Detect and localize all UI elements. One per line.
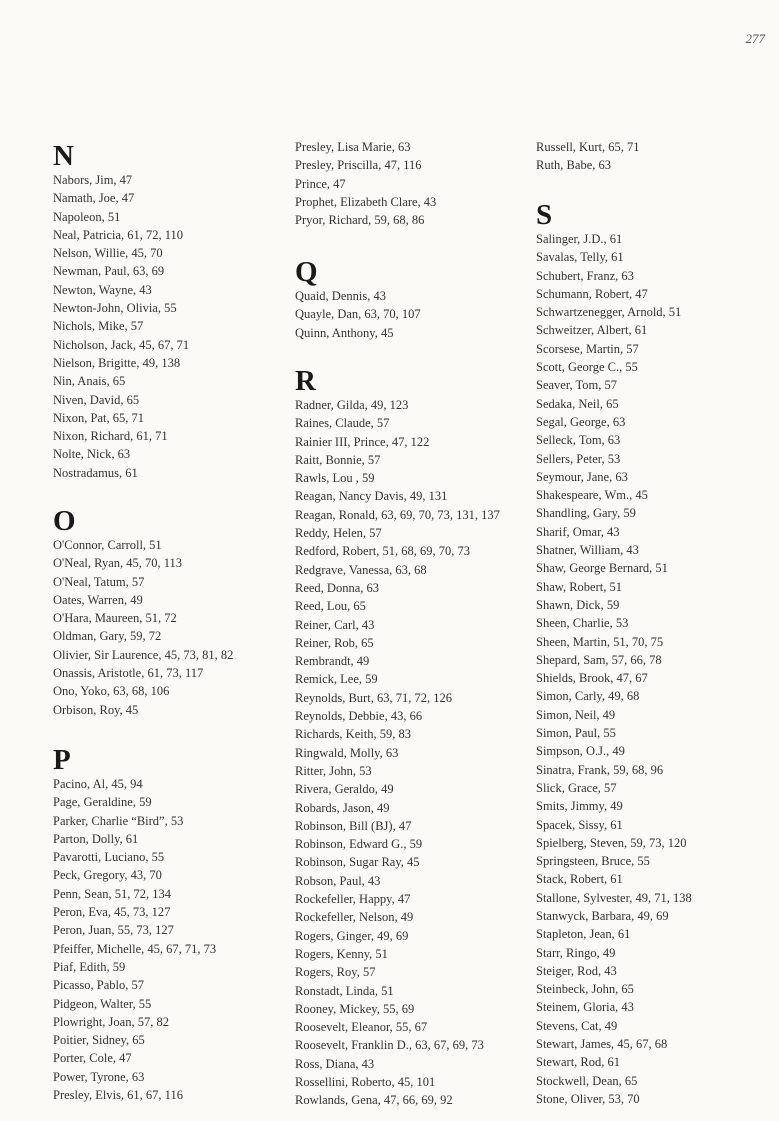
index-entry: Roosevelt, Franklin D., 63, 67, 69, 73 <box>295 1038 484 1053</box>
index-entry: Plowright, Joan, 57, 82 <box>53 1014 169 1029</box>
index-entry: Reed, Donna, 63 <box>295 580 380 595</box>
index-entry: Pidgeon, Walter, 55 <box>53 996 152 1011</box>
index-entry: Reiner, Carl, 43 <box>295 617 375 632</box>
index-entry: Nixon, Pat, 65, 71 <box>53 410 144 425</box>
section-letter: Q <box>295 256 318 288</box>
index-entry: Olivier, Sir Laurence, 45, 73, 81, 82 <box>53 647 234 662</box>
index-entry: Parker, Charlie “Bird”, 53 <box>53 813 184 828</box>
index-entry: Quayle, Dan, 63, 70, 107 <box>295 307 421 322</box>
index-entry: Newton, Wayne, 43 <box>53 282 152 297</box>
section-n <box>53 141 293 482</box>
index-entry: Peron, Eva, 45, 73, 127 <box>53 905 171 920</box>
index-entry: Presley, Priscilla, 47, 116 <box>295 158 422 173</box>
index-entry: Salinger, J.D., 61 <box>536 232 623 246</box>
index-entry: Ronstadt, Linda, 51 <box>295 983 394 998</box>
index-entry: Sedaka, Neil, 65 <box>536 396 619 411</box>
index-entry: Raitt, Bonnie, 57 <box>295 452 381 467</box>
section-p-continued <box>295 138 525 229</box>
index-entry: Rivera, Geraldo, 49 <box>295 782 394 797</box>
index-entry: Schweitzer, Albert, 61 <box>536 323 648 338</box>
index-entry: Stewart, James, 45, 67, 68 <box>536 1037 668 1052</box>
section-r-continued <box>536 138 766 175</box>
index-entry: O'Connor, Carroll, 51 <box>53 538 162 552</box>
section-letter: N <box>53 140 74 172</box>
index-entry: Robinson, Bill (BJ), 47 <box>295 818 412 833</box>
entry-list <box>53 171 293 482</box>
index-entry: Niven, David, 65 <box>53 392 140 407</box>
index-entry: Slick, Grace, 57 <box>536 780 617 795</box>
index-entry: Nin, Anais, 65 <box>53 374 126 389</box>
section-r <box>295 366 525 1110</box>
index-entry: Piaf, Edith, 59 <box>53 959 126 974</box>
index-entry: Remick, Lee, 59 <box>295 672 378 687</box>
index-entry: Penn, Sean, 51, 72, 134 <box>53 886 172 901</box>
index-entry: Sharif, Omar, 43 <box>536 524 620 539</box>
index-entry: Sellers, Peter, 53 <box>536 451 621 466</box>
index-entry: Reynolds, Debbie, 43, 66 <box>295 709 423 724</box>
index-entry: Pacino, Al, 45, 94 <box>53 777 143 791</box>
index-entry: Picasso, Pablo, 57 <box>53 978 144 993</box>
index-entry: Peck, Gregory, 43, 70 <box>53 868 162 883</box>
index-entry: Nelson, Willie, 45, 70 <box>53 246 163 261</box>
section-letter: O <box>53 505 76 537</box>
page-number: 277 <box>745 31 765 46</box>
entry-list <box>295 138 525 229</box>
index-entry: Oates, Warren, 49 <box>53 592 143 607</box>
index-entry: Shaw, George Bernard, 51 <box>536 561 668 576</box>
index-entry: Nolte, Nick, 63 <box>53 447 131 462</box>
index-entry: Pryor, Richard, 59, 68, 86 <box>295 213 425 228</box>
index-entry: Rockefeller, Happy, 47 <box>295 892 411 907</box>
index-entry: Segal, George, 63 <box>536 414 626 429</box>
index-entry: Shatner, William, 43 <box>536 543 639 558</box>
index-entry: Neal, Patricia, 61, 72, 110 <box>53 227 184 242</box>
index-entry: Stallone, Sylvester, 49, 71, 138 <box>536 890 692 905</box>
index-entry: Scorsese, Martin, 57 <box>536 341 639 356</box>
index-entry: Reddy, Helen, 57 <box>295 526 382 541</box>
index-entry: Russell, Kurt, 65, 71 <box>536 140 640 154</box>
index-entry: Rooney, Mickey, 55, 69 <box>295 1001 415 1016</box>
index-entry: Rowlands, Gena, 47, 66, 69, 92 <box>295 1093 453 1108</box>
index-entry: Steiger, Rod, 43 <box>536 963 617 978</box>
index-entry: Page, Geraldine, 59 <box>53 795 152 810</box>
index-entry: Springsteen, Bruce, 55 <box>536 854 650 869</box>
entry-list <box>53 536 293 719</box>
index-entry: Simpson, O.J., 49 <box>536 744 625 759</box>
index-entry: Stapleton, Jean, 61 <box>536 927 631 942</box>
index-entry: Spielberg, Steven, 59, 73, 120 <box>536 835 687 850</box>
index-entry: Stone, Oliver, 53, 70 <box>536 1091 640 1106</box>
index-entry: Orbison, Roy, 45 <box>53 702 139 717</box>
index-entry: Napoleon, 51 <box>53 209 121 224</box>
index-entry: Ritter, John, 53 <box>295 763 372 778</box>
index-entry: Roosevelt, Eleanor, 55, 67 <box>295 1020 428 1035</box>
index-entry: Radner, Gilda, 49, 123 <box>295 398 409 412</box>
index-entry: Simon, Paul, 55 <box>536 726 616 741</box>
index-entry: Schubert, Franz, 63 <box>536 268 634 283</box>
index-entry: Quaid, Dennis, 43 <box>295 289 386 303</box>
index-entry: Scott, George C., 55 <box>536 360 638 375</box>
index-entry: Stockwell, Dean, 65 <box>536 1073 638 1088</box>
index-entry: Seymour, Jane, 63 <box>536 469 628 484</box>
index-entry: Power, Tyrone, 63 <box>53 1069 145 1084</box>
entry-list <box>295 287 525 342</box>
index-entry: Presley, Elvis, 61, 67, 116 <box>53 1088 183 1103</box>
index-entry: Robson, Paul, 43 <box>295 873 381 888</box>
index-entry: Nixon, Richard, 61, 71 <box>53 429 168 444</box>
index-entry: Nostradamus, 61 <box>53 465 138 480</box>
index-entry: Ross, Diana, 43 <box>295 1056 375 1071</box>
index-entry: Smits, Jimmy, 49 <box>536 799 623 814</box>
index-entry: Reagan, Nancy Davis, 49, 131 <box>295 489 448 504</box>
index-entry: Savalas, Telly, 61 <box>536 250 624 265</box>
index-entry: Stanwyck, Barbara, 49, 69 <box>536 908 669 923</box>
index-entry: Spacek, Sissy, 61 <box>536 817 623 832</box>
index-entry: Reynolds, Burt, 63, 71, 72, 126 <box>295 690 452 705</box>
index-entry: Robards, Jason, 49 <box>295 800 390 815</box>
entry-list <box>53 775 293 1104</box>
index-entry: Ruth, Babe, 63 <box>536 158 611 173</box>
index-entry: Redgrave, Vanessa, 63, 68 <box>295 562 427 577</box>
section-q <box>295 257 525 342</box>
index-entry: Schwartzenegger, Arnold, 51 <box>536 305 682 320</box>
index-entry: Shawn, Dick, 59 <box>536 597 620 612</box>
index-entry: Reiner, Rob, 65 <box>295 635 374 650</box>
index-entry: Ringwald, Molly, 63 <box>295 745 399 760</box>
index-entry: Presley, Lisa Marie, 63 <box>295 140 411 154</box>
index-entry: Stevens, Cat, 49 <box>536 1018 618 1033</box>
section-letter: S <box>536 199 553 231</box>
index-entry: Robinson, Sugar Ray, 45 <box>295 855 420 870</box>
index-entry: Selleck, Tom, 63 <box>536 433 621 448</box>
index-entry: Newman, Paul, 63, 69 <box>53 264 165 279</box>
index-entry: Rogers, Kenny, 51 <box>295 946 388 961</box>
index-entry: Robinson, Edward G., 59 <box>295 837 423 852</box>
index-entry: Rogers, Roy, 57 <box>295 965 376 980</box>
index-entry: O'Neal, Tatum, 57 <box>53 574 145 589</box>
index-entry: Steinem, Gloria, 43 <box>536 1000 634 1015</box>
section-letter: P <box>53 744 71 776</box>
index-entry: Redford, Robert, 51, 68, 69, 70, 73 <box>295 544 470 559</box>
index-entry: Shakespeare, Wm., 45 <box>536 488 648 503</box>
index-entry: Shepard, Sam, 57, 66, 78 <box>536 652 662 667</box>
entry-list <box>536 138 766 175</box>
index-entry: Nabors, Jim, 47 <box>53 173 133 187</box>
index-entry: Prince, 47 <box>295 176 346 191</box>
index-entry: Ono, Yoko, 63, 68, 106 <box>53 684 170 699</box>
index-entry: Quinn, Anthony, 45 <box>295 325 394 340</box>
section-s <box>536 200 766 1108</box>
index-entry: Rockefeller, Nelson, 49 <box>295 910 414 925</box>
index-entry: Raines, Claude, 57 <box>295 416 390 431</box>
index-entry: Stack, Robert, 61 <box>536 872 623 887</box>
section-o <box>53 506 293 719</box>
section-letter: R <box>295 365 316 397</box>
index-entry: Poitier, Sidney, 65 <box>53 1033 145 1048</box>
index-entry: Shandling, Gary, 59 <box>536 506 636 521</box>
index-entry: Reagan, Ronald, 63, 69, 70, 73, 131, 137 <box>295 507 500 522</box>
index-entry: Oldman, Gary, 59, 72 <box>53 629 162 644</box>
index-entry: Reed, Lou, 65 <box>295 599 366 614</box>
index-entry: Rembrandt, 49 <box>295 654 370 669</box>
entry-list <box>295 396 525 1110</box>
index-entry: Schumann, Robert, 47 <box>536 286 648 301</box>
index-entry: O'Neal, Ryan, 45, 70, 113 <box>53 556 183 571</box>
index-entry: Rogers, Ginger, 49, 69 <box>295 928 409 943</box>
index-entry: Rossellini, Roberto, 45, 101 <box>295 1074 436 1089</box>
index-entry: Newton-John, Olivia, 55 <box>53 301 177 316</box>
index-entry: Sheen, Charlie, 53 <box>536 616 629 631</box>
index-entry: Namath, Joe, 47 <box>53 191 135 206</box>
index-entry: Seaver, Tom, 57 <box>536 378 618 393</box>
index-entry: Nichols, Mike, 57 <box>53 319 144 334</box>
index-entry: Pfeiffer, Michelle, 45, 67, 71, 73 <box>53 941 217 956</box>
index-entry: Onassis, Aristotle, 61, 73, 117 <box>53 666 204 681</box>
index-entry: Pavarotti, Luciano, 55 <box>53 850 165 865</box>
index-entry: Richards, Keith, 59, 83 <box>295 727 411 742</box>
index-entry: Nicholson, Jack, 45, 67, 71 <box>53 337 190 352</box>
index-entry: Rainier III, Prince, 47, 122 <box>295 434 430 449</box>
index-entry: Simon, Carly, 49, 68 <box>536 689 640 704</box>
index-entry: Sheen, Martin, 51, 70, 75 <box>536 634 664 649</box>
index-entry: Shaw, Robert, 51 <box>536 579 622 594</box>
index-entry: Sinatra, Frank, 59, 68, 96 <box>536 762 664 777</box>
index-entry: Steinbeck, John, 65 <box>536 982 634 997</box>
index-entry: Rawls, Lou , 59 <box>295 471 375 486</box>
index-entry: Stewart, Rod, 61 <box>536 1055 621 1070</box>
index-entry: Peron, Juan, 55, 73, 127 <box>53 923 174 938</box>
index-entry: O'Hara, Maureen, 51, 72 <box>53 611 177 626</box>
index-entry: Starr, Ringo, 49 <box>536 945 616 960</box>
section-p <box>53 745 293 1104</box>
index-entry: Parton, Dolly, 61 <box>53 831 139 846</box>
index-entry: Nielson, Brigitte, 49, 138 <box>53 355 181 370</box>
entry-list <box>536 230 766 1108</box>
index-entry: Shields, Brook, 47, 67 <box>536 671 648 686</box>
index-entry: Porter, Cole, 47 <box>53 1051 132 1066</box>
index-entry: Simon, Neil, 49 <box>536 707 616 722</box>
index-entry: Prophet, Elizabeth Clare, 43 <box>295 194 437 209</box>
